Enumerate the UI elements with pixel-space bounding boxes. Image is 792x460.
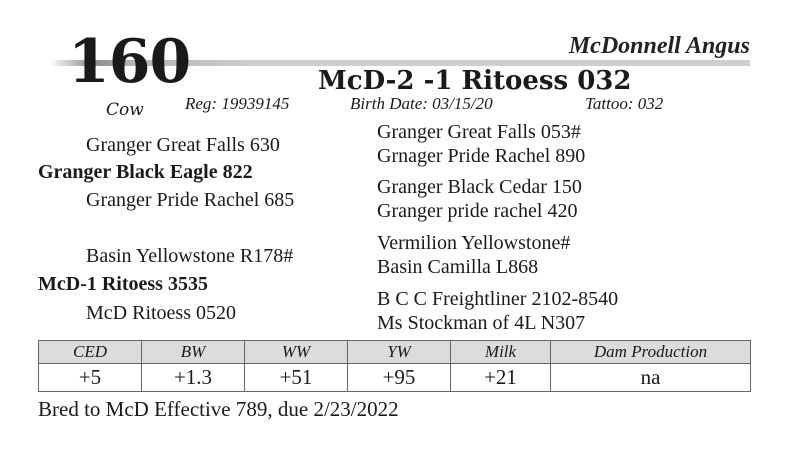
pedigree-sire-dam-sire: Granger Black Cedar 150 <box>377 176 582 198</box>
breeding-note: Bred to McD Effective 789, due 2/23/2022 <box>38 397 399 421</box>
epd-header-yw: YW <box>348 341 451 364</box>
epd-table <box>38 340 751 392</box>
pedigree-dam-sire-sire: Vermilion Yellowstone# <box>377 232 571 254</box>
pedigree-dam-dam-dam: Ms Stockman of 4L N307 <box>377 312 586 334</box>
pedigree-sire-dam: Granger Pride Rachel 685 <box>86 189 295 211</box>
animal-name: McD-2 -1 Ritoess 032 <box>318 66 632 96</box>
breeder-name: McDonnell Angus <box>568 33 750 59</box>
epd-header-row <box>39 341 751 364</box>
pedigree-dam: McD-1 Ritoess 3535 <box>38 273 208 295</box>
epd-value-row <box>39 364 751 392</box>
epd-value-bw: +1.3 <box>142 364 245 392</box>
epd-header-bw: BW <box>142 341 245 364</box>
lot-number: 160 <box>68 27 191 97</box>
epd-header-ww: WW <box>245 341 348 364</box>
birth-date: Birth Date: 03/15/20 <box>350 94 493 113</box>
pedigree-sire-dam-dam: Granger pride rachel 420 <box>377 200 578 222</box>
epd-header-dam-production: Dam Production <box>551 341 751 364</box>
epd-value-dam-production: na <box>551 364 751 392</box>
epd-header-ced: CED <box>39 341 142 364</box>
epd-value-ww: +51 <box>245 364 348 392</box>
pedigree-dam-sire-dam: Basin Camilla L868 <box>377 256 539 278</box>
epd-value-ced: +5 <box>39 364 142 392</box>
pedigree-sire-sire-dam: Grnager Pride Rachel 890 <box>377 145 586 167</box>
pedigree-dam-dam-sire: B C C Freightliner 2102-8540 <box>377 288 619 310</box>
pedigree-dam-sire: Basin Yellowstone R178# <box>86 245 294 267</box>
sex-label: Cow <box>106 100 144 120</box>
pedigree-sire-sire-sire: Granger Great Falls 053# <box>377 121 581 143</box>
epd-header-milk: Milk <box>451 341 551 364</box>
registration-number: Reg: 19939145 <box>185 94 290 113</box>
pedigree-sire: Granger Black Eagle 822 <box>38 161 253 183</box>
epd-value-yw: +95 <box>348 364 451 392</box>
epd-value-milk: +21 <box>451 364 551 392</box>
pedigree-sire-sire: Granger Great Falls 630 <box>86 134 280 156</box>
tattoo: Tattoo: 032 <box>585 94 664 113</box>
pedigree-dam-dam: McD Ritoess 0520 <box>86 302 236 324</box>
